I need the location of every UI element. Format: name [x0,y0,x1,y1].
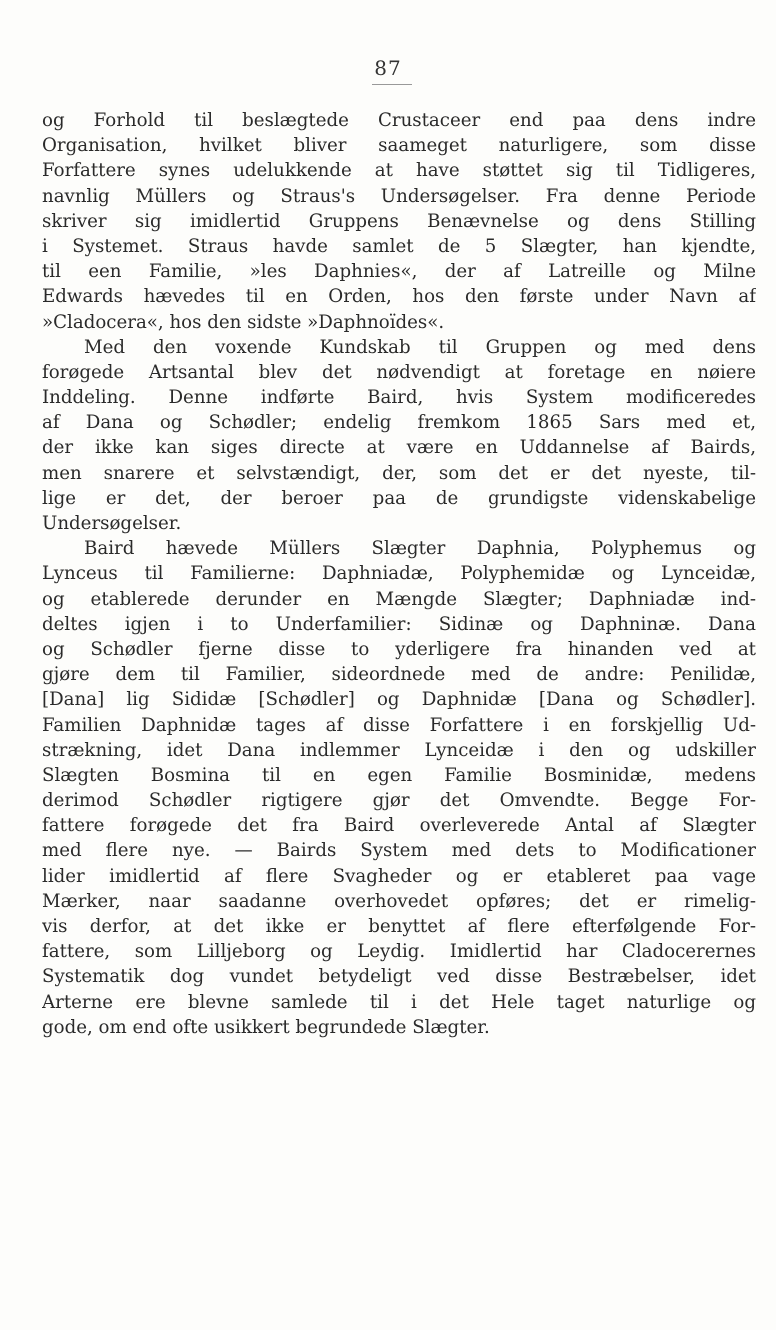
text-line: [Dana] lig Sididæ [Schødler] og Daphnidæ [Dana og Schødler]. [42,689,756,711]
text-line: og Forhold til beslægtede Crustaceer end paa dens indre [42,110,756,131]
paragraph [42,108,756,335]
text-line: og etablerede derunder en Mængde Slægter; Daphniadæ ind- [42,588,756,610]
text-line: vis derfor, at det ikke er benyttet af flere efterfølgende For- [42,916,756,937]
paragraph [42,335,756,537]
text-line: deltes igjen i to Underfamilier: Sidinæ og Daphninæ. Dana [42,613,756,635]
text-line: derimod Schødler rigtigere gjør det Omvendte. Begge For- [42,790,756,812]
text-line: Mærker, naar saadanne overhovedet opføres; det er rimelig- [42,890,756,912]
body-text [42,108,756,1040]
text-line: navnlig Müllers og Straus's Undersøgelser. Fra denne Periode [42,185,756,207]
text-line: gode, om end ofte usikkert begrundede Slægter. [42,1016,490,1038]
text-line: og Schødler fjerne disse to yderligere fra hinanden ved at [42,638,756,660]
text-line: fattere, som Lilljeborg og Leydig. Imidlertid har Cladocerernes [42,941,756,963]
text-line: »Cladocera«, hos den sidste »Daphnoïdes«. [42,311,445,333]
page-number-rule [372,84,412,85]
text-line: Arterne ere blevne samlede til i det Hele taget naturlige og [42,991,756,1013]
text-line: Edwards hævedes til en Orden, hos den første under Navn af [42,286,756,308]
text-line: Inddeling. Denne indførte Baird, hvis System modificeredes [42,387,756,409]
text-line: strækning, idet Dana indlemmer Lynceidæ i den og udskiller [42,739,756,761]
text-line: Familien Daphnidæ tages af disse Forfattere i en forskjellig Ud- [42,714,756,736]
text-line: Undersøgelser. [42,513,182,534]
text-line: lider imidlertid af flere Svagheder og er etableret paa vage [42,865,756,887]
text-line: af Dana og Schødler; endelig fremkom 1865 Sars med et, [42,412,756,434]
text-line: i Systemet. Straus havde samlet de 5 Slægter, han kjendte, [42,235,756,257]
paragraph [42,536,756,1040]
text-line: Slægten Bosmina til en egen Familie Bosminidæ, medens [42,764,756,786]
text-line: Organisation, hvilket bliver saameget naturligere, som disse [42,135,756,157]
text-line: med flere nye. — Bairds System med dets to Modificationer [42,840,756,862]
text-line: Med den voxende Kundskab til Gruppen og med dens [84,336,756,358]
text-line: Baird hævede Müllers Slægter Daphnia, Polyphemus og [84,538,756,560]
text-line: forøgede Artsantal blev det nødvendigt at foretage en nøiere [42,361,756,383]
text-line: gjøre dem til Familier, sideordnede med de andre: Penilidæ, [42,664,756,686]
text-line: skriver sig imidlertid Gruppens Benævnelse og dens Stilling [42,210,756,232]
text-line: lige er det, der beroer paa de grundigste videnskabelige [42,487,756,509]
text-line: Systematik dog vundet betydeligt ved disse Bestræbelser, idet [42,966,756,988]
text-line: til een Familie, »les Daphnies«, der af Latreille og Milne [42,261,756,283]
text-line: men snarere et selvstændigt, der, som det er det nyeste, til- [42,462,756,484]
text-line: fattere forøgede det fra Baird overleverede Antal af Slægter [42,815,756,837]
text-line: Forfattere synes udelukkende at have støttet sig til Tidligeres, [42,160,756,182]
text-line: der ikke kan siges directe at være en Uddannelse af Bairds, [42,437,756,459]
page-number: 87 [374,56,402,80]
text-line: Lynceus til Familierne: Daphniadæ, Polyphemidæ og Lynceidæ, [42,563,756,585]
